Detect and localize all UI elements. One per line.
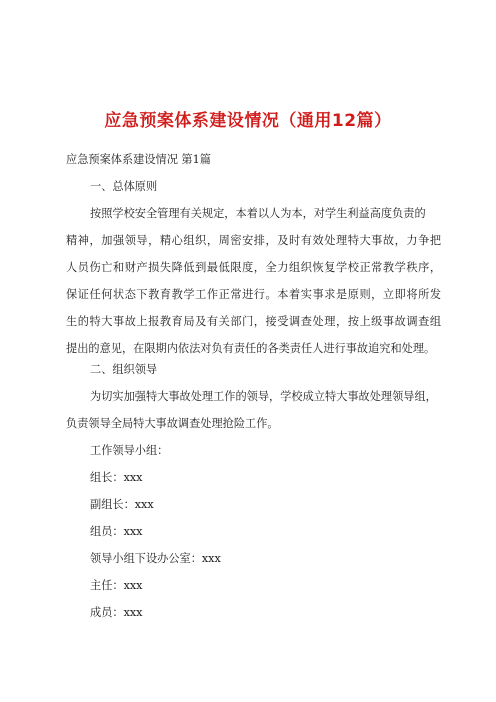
paragraph-line: 为切实加强特大事故处理工作的领导，学校成立特大事故处理领导组， bbox=[90, 390, 437, 403]
list-item: 领导小组下设办公室：xxx bbox=[90, 552, 221, 565]
list-item: 成员：xxx bbox=[90, 606, 143, 619]
paragraph-line: 负责领导全局特大事故调查处理抢险工作。 bbox=[66, 417, 279, 430]
list-item: 组长：xxx bbox=[90, 471, 143, 484]
paragraph-line: 精神，加强领导，精心组织，周密安排，及时有效处理特大事故，力争把 bbox=[66, 234, 442, 247]
paragraph-line: 生的特大事故上报教育局及有关部门，接受调查处理，按上级事故调查组 bbox=[66, 315, 442, 328]
paragraph-line: 人员伤亡和财产损失降低到最低限度，全力组织恢复学校正常教学秩序， bbox=[66, 261, 442, 274]
list-item: 组员：xxx bbox=[90, 525, 143, 538]
list-item: 副组长：xxx bbox=[90, 498, 154, 511]
subheading-principles: 一、总体原则 bbox=[90, 180, 158, 193]
paragraph-line: 按照学校安全管理有关规定，本着以人为本，对学生利益高度负责的 bbox=[90, 207, 426, 220]
paragraph-line: 提出的意见，在限期内依法对负有责任的各类责任人进行事故追究和处理。 bbox=[66, 342, 436, 355]
list-item: 主任：xxx bbox=[90, 579, 143, 592]
section-heading: 应急预案体系建设情况 第1篇 bbox=[66, 153, 211, 166]
list-heading: 工作领导小组： bbox=[90, 444, 169, 457]
paragraph-line: 保证任何状态下教育教学工作正常进行。本着实事求是原则，立即将所发 bbox=[66, 288, 442, 301]
document-title: 应急预案体系建设情况（通用12篇） bbox=[104, 111, 392, 131]
subheading-organization: 二、组织领导 bbox=[90, 363, 158, 376]
